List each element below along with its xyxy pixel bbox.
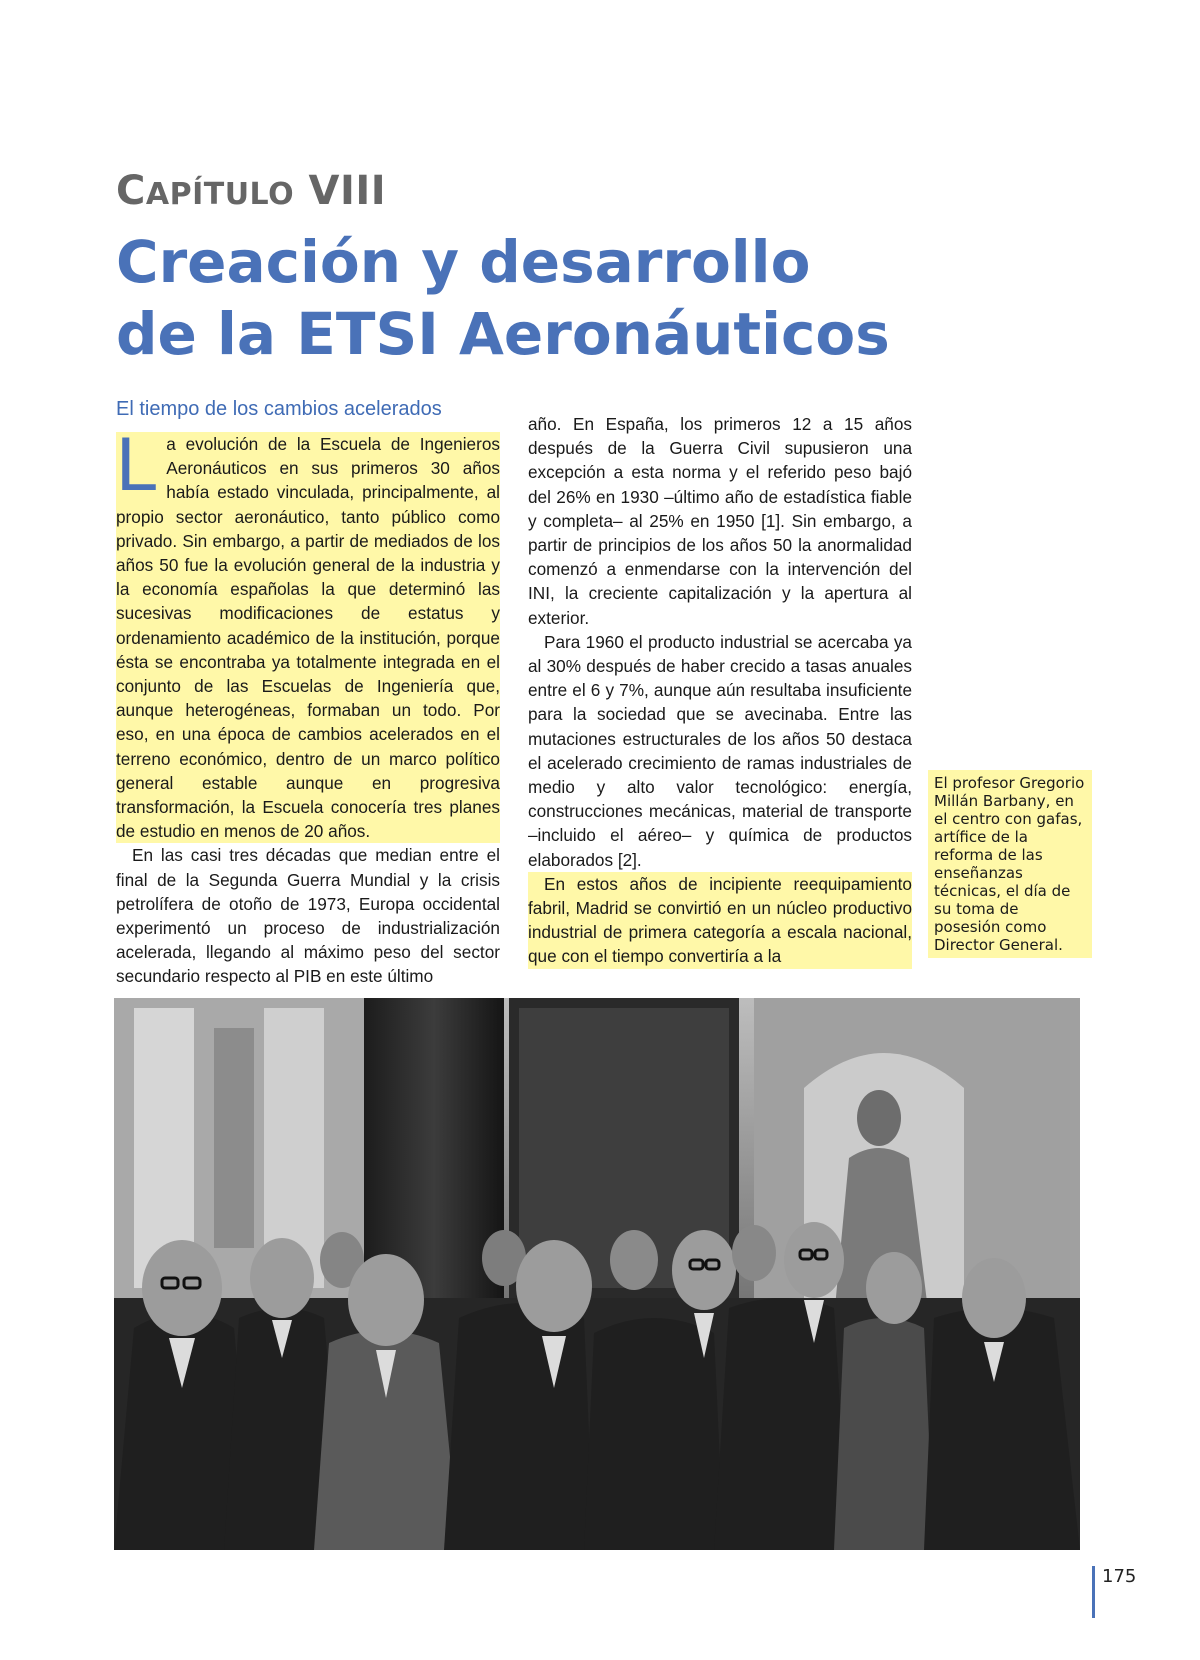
photo-illustration	[114, 998, 1080, 1550]
chapter-title-line-1: Creación y desarrollo	[116, 228, 811, 296]
paragraph-3: año. En España, los primeros 12 a 15 años después de la Guerra Civil supusieron una excepción a esta norma y el referido peso bajó del 26% en 1930 –último año de estadística fiable y completa– al 25% en 1950 [1]. Sin embargo, a partir de principios de los años 50 la anormalidad comenzó a enmendarse con la intervención del INI, la creciente capitalización y la apertura al exterior.	[528, 414, 912, 628]
chapter-label	[116, 168, 386, 214]
text-column-2	[528, 412, 912, 969]
section-heading: El tiempo de los cambios acelerados	[116, 398, 442, 420]
chapter-title-line-2: de la ETSI Aeronáuticos	[116, 300, 890, 368]
historical-group-photo	[114, 998, 1080, 1550]
page-number: 175	[1102, 1566, 1137, 1587]
chapter-numeral: VIII	[308, 168, 387, 214]
paragraph-5: En estos años de incipiente reequipamiento fabril, Madrid se convirtió en un núcleo productivo industrial de primera categoría a escala nacional, que con el tiempo convertiría a la	[528, 872, 912, 969]
paragraph-1-text: a evolución de la Escuela de Ingenieros Aeronáuticos en sus primeros 30 años había estado vinculada, principalmente, al propio sector aeronáutico, tanto público como privado. Sin embargo, a partir de mediados de los años 50 fue la evolución general de la industria y la economía españolas la que determinó las sucesivas modificaciones de estatus y ordenamiento académico de la institución, porque ésta se encontraba ya totalmente integrada en el conjunto de las Escuelas de Ingeniería que, aunque heterogéneas, formaban un todo. Por eso, en una época de cambios acelerados en el terreno económico, dentro de un marco político general estable aunque en progresiva transformación, la Escuela conocería tres planes de estudio en menos de 20 años.	[116, 434, 500, 842]
chapter-title	[116, 226, 1016, 370]
paragraph-4: Para 1960 el producto industrial se acercaba ya al 30% después de haber crecido a tasas anuales entre el 6 y 7%, aunque aún resultaba insuficiente para la sociedad que se avecinaba. Entre las mutaciones estructurales de los años 50 destaca el acelerado crecimiento de ramas industriales de medio y alto valor tecnológico: energía, construcciones mecánicas, material de transporte –incluido el aéreo– y química de productos elaborados [2].	[528, 631, 912, 870]
page-number-rule	[1092, 1566, 1095, 1618]
paragraph-2: En las casi tres décadas que median entre el final de la Segunda Guerra Mundial y la crisis petrolífera de otoño de 1973, Europa occidental experimentó un proceso de industrialización acelerada, llegando al máximo peso del sector secundario respecto al PIB en este último	[116, 845, 500, 987]
text-column-1	[116, 422, 500, 989]
chapter-label-smallcaps: APÍTULO	[145, 177, 295, 212]
paragraph-1	[116, 422, 500, 843]
photo-caption: El profesor Gregorio Millán Barbany, en el centro con gafas, artífice de la reforma de las enseñanzas técnicas, el día de su toma de posesión como Director General.	[928, 770, 1092, 958]
chapter-label-initial: C	[116, 168, 146, 214]
drop-cap: L	[116, 422, 159, 507]
